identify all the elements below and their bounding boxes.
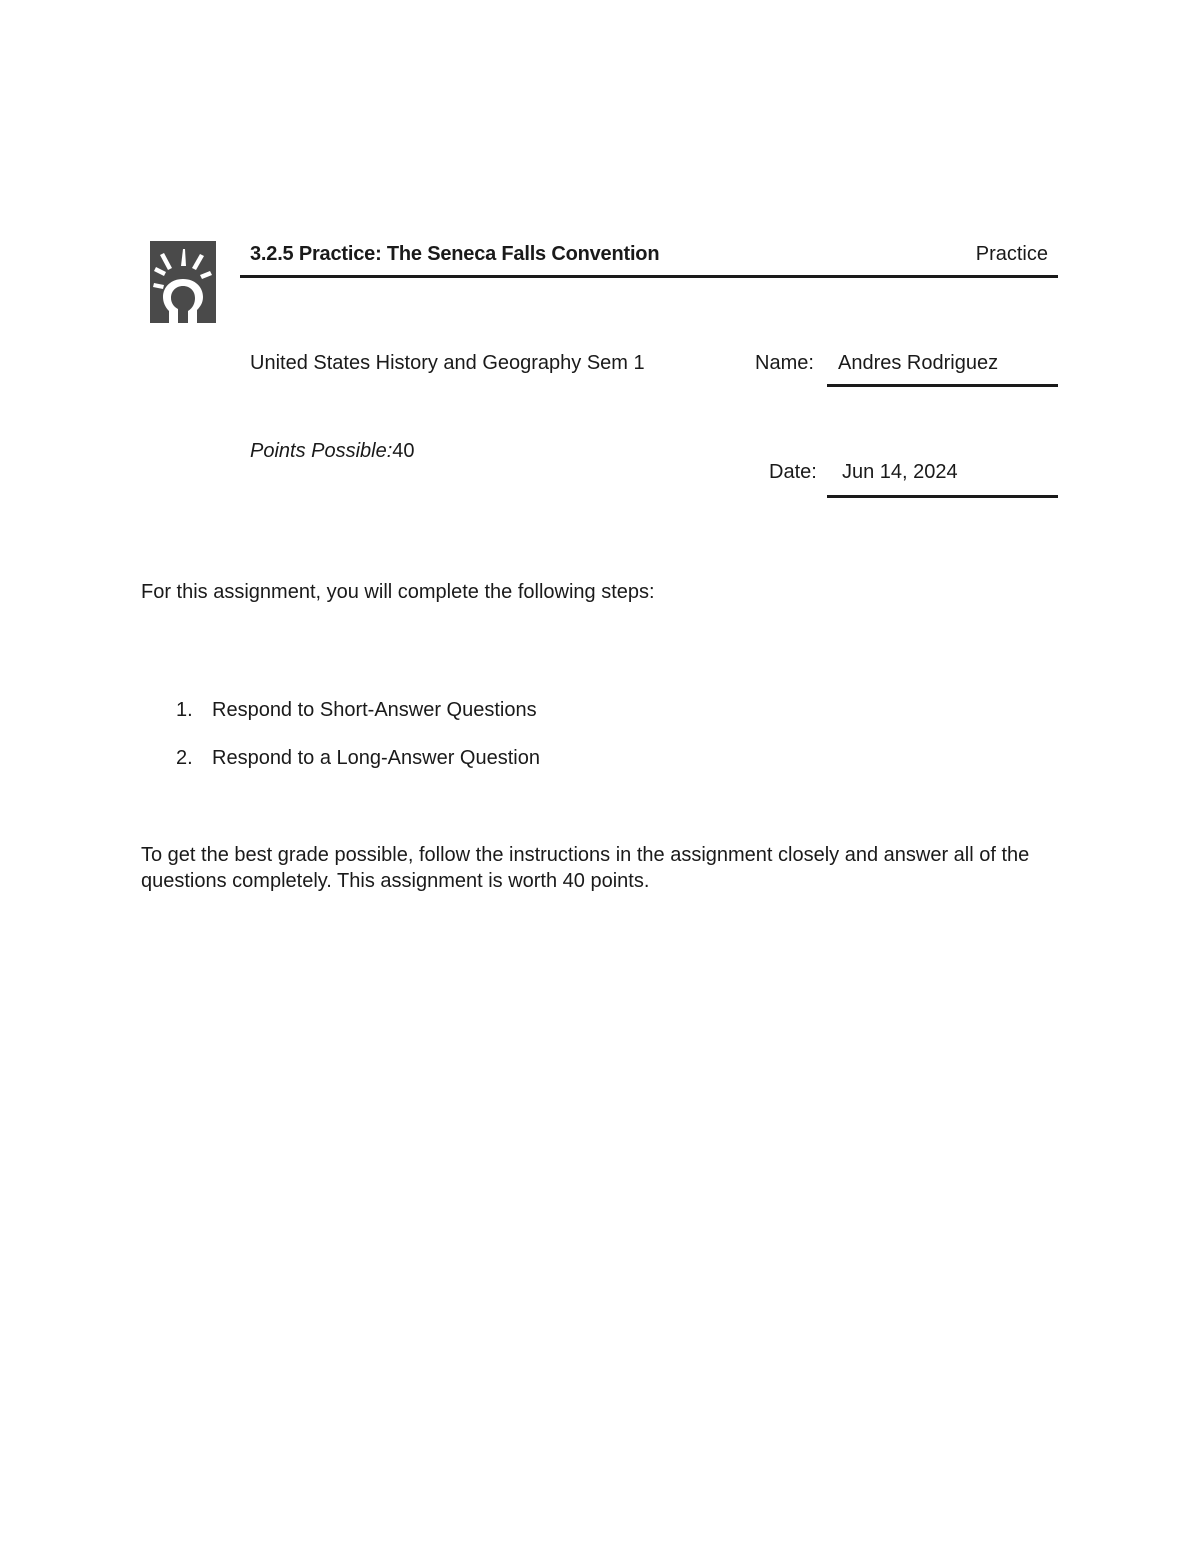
- header-bar: [240, 240, 1058, 278]
- points-value: 40: [392, 440, 415, 462]
- points-possible: [250, 440, 415, 463]
- sunburst-logo-icon: [150, 241, 216, 323]
- closing-paragraph: To get the best grade possible, follow the instructions in the assignment closely and answer all of the questions completely. This assignment is worth 40 points.: [141, 844, 1030, 892]
- assignment-title: 3.2.5 Practice: The Seneca Falls Convention: [250, 243, 660, 265]
- step-number: 1.: [176, 699, 193, 721]
- list-item: [176, 747, 540, 795]
- step-number: 2.: [176, 747, 193, 769]
- course-name: United States History and Geography Sem 1: [250, 352, 645, 374]
- date-field[interactable]: [827, 455, 1058, 498]
- steps-list: [176, 699, 540, 795]
- name-field[interactable]: [827, 346, 1058, 387]
- step-text: Respond to a Long-Answer Question: [212, 747, 540, 769]
- name-label: Name:: [755, 352, 814, 374]
- assignment-type-label: Practice: [975, 243, 1048, 265]
- date-label: Date:: [769, 461, 817, 483]
- date-value: Jun 14, 2024: [842, 461, 958, 483]
- step-text: Respond to Short-Answer Questions: [212, 699, 537, 721]
- points-label: Points Possible:: [250, 440, 393, 462]
- name-value: Andres Rodriguez: [838, 352, 999, 374]
- intro-text: For this assignment, you will complete the following steps:: [141, 581, 655, 603]
- list-item: [176, 699, 540, 747]
